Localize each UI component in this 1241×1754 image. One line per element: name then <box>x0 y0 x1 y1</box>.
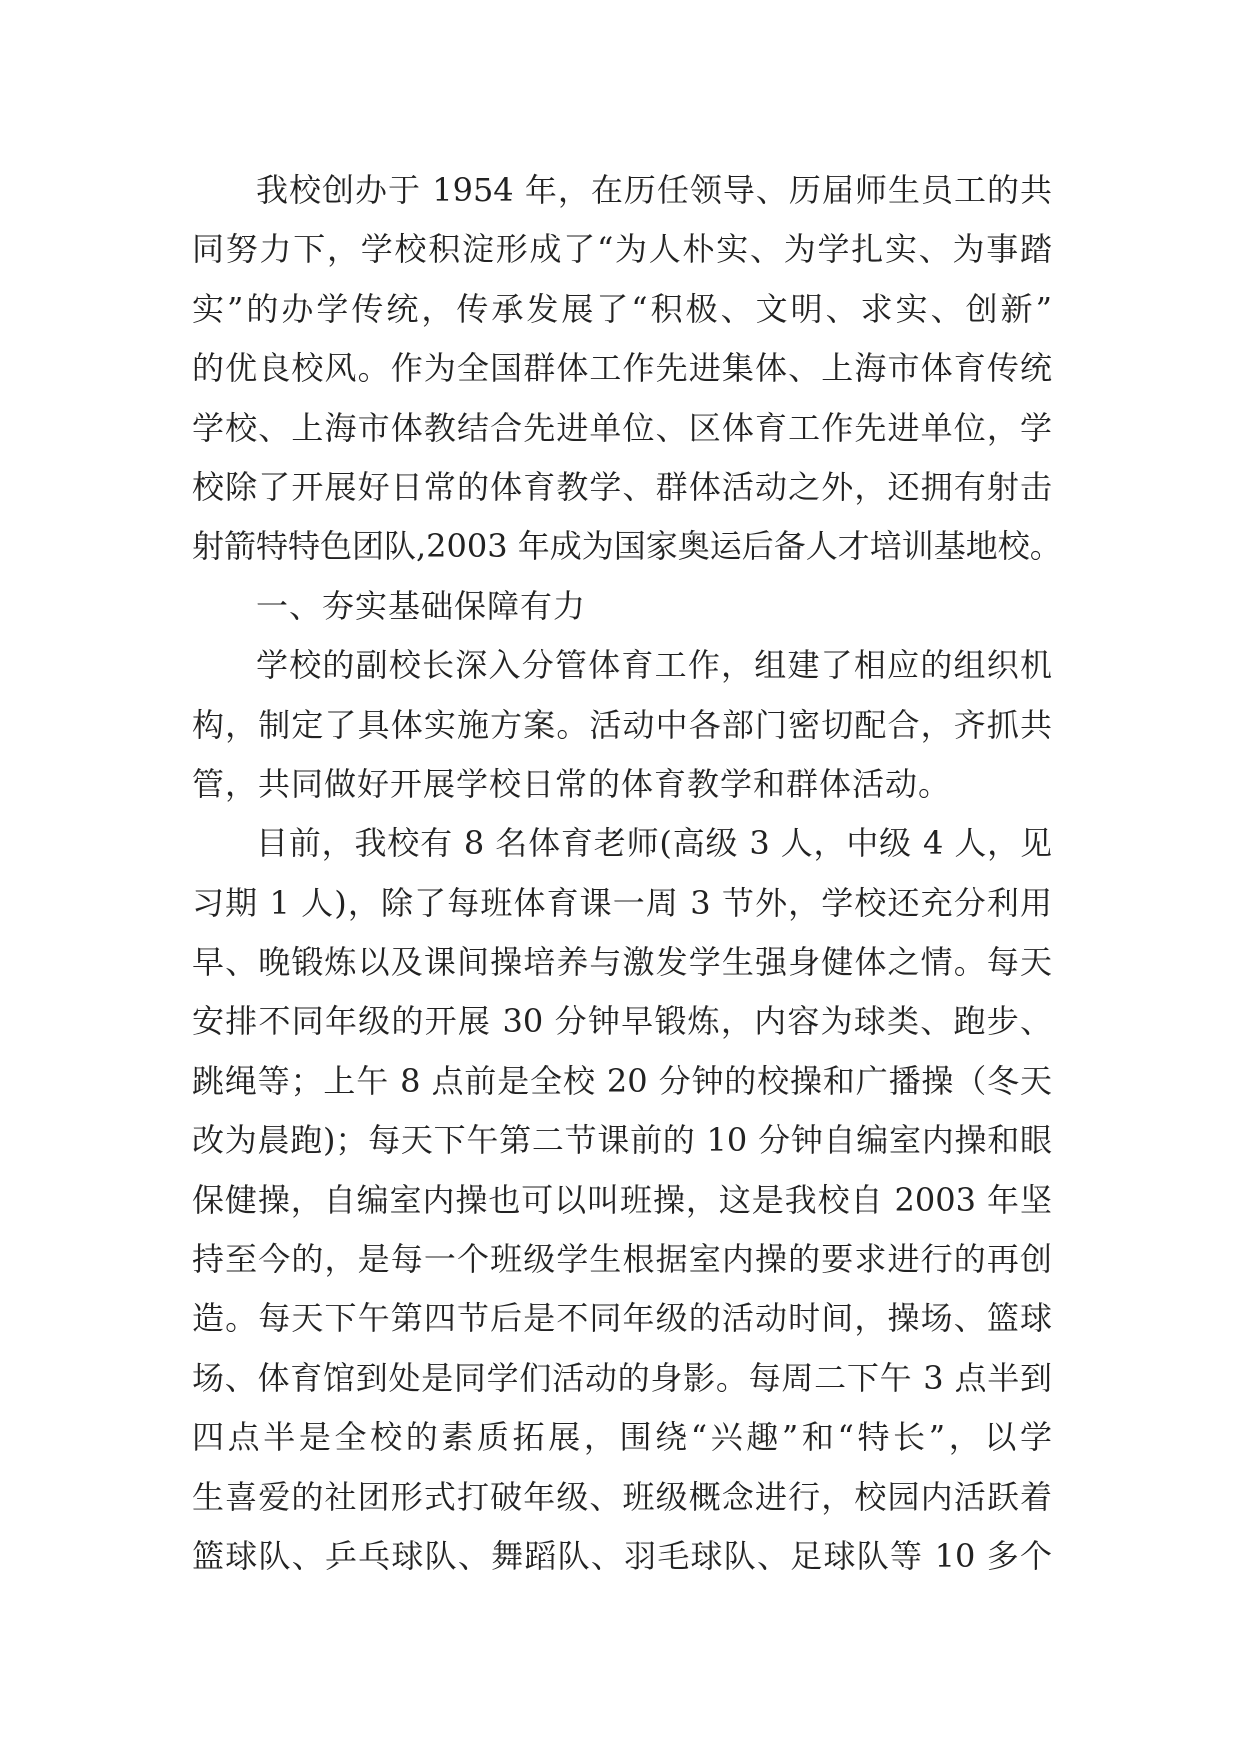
text-line: 习期 1 人)，除了每班体育课一周 3 节外，学校还充分利用 <box>192 883 1052 922</box>
text-line: 安排不同年级的开展 30 分钟早锻炼，内容为球类、跑步、 <box>192 1002 1052 1041</box>
text-line: 造。每天下午第四节后是不同年级的活动时间，操场、篮球 <box>192 1299 1052 1338</box>
text-line: 生喜爱的社团形式打破年级、班级概念进行，校园内活跃着 <box>192 1477 1052 1516</box>
text-line: 持至今的，是每一个班级学生根据室内操的要求进行的再创 <box>192 1240 1052 1279</box>
text-line: 的优良校风。作为全国群体工作先进集体、上海市体育传统 <box>192 349 1052 388</box>
section-heading: 一、夯实基础保障有力 <box>256 586 587 625</box>
text-line: 篮球队、乒乓球队、舞蹈队、羽毛球队、足球队等 10 多个 <box>192 1536 1052 1575</box>
text-line: 射箭特特色团队,2003 年成为国家奥运后备人才培训基地校。 <box>192 527 1062 566</box>
text-line: 学校、上海市体教结合先进单位、区体育工作先进单位，学 <box>192 408 1052 447</box>
body-text <box>192 161 1062 1586</box>
text-line: 跳绳等；上午 8 点前是全校 20 分钟的校操和广播操（冬天 <box>192 1061 1052 1100</box>
text-line: 目前，我校有 8 名体育老师(高级 3 人，中级 4 人，见 <box>256 824 1052 863</box>
text-line: 实”的办学传统，传承发展了“积极、文明、求实、创新” <box>192 289 1052 328</box>
text-line: 保健操，自编室内操也可以叫班操，这是我校自 2003 年坚 <box>192 1180 1052 1219</box>
text-line: 早、晚锻炼以及课间操培养与激发学生强身健体之情。每天 <box>192 943 1052 982</box>
text-line: 管，共同做好开展学校日常的体育教学和群体活动。 <box>192 764 952 803</box>
text-line: 构，制定了具体实施方案。活动中各部门密切配合，齐抓共 <box>192 705 1052 744</box>
text-line: 校除了开展好日常的体育教学、群体活动之外，还拥有射击 <box>192 467 1052 506</box>
text-line: 场、体育馆到处是同学们活动的身影。每周二下午 3 点半到 <box>192 1358 1052 1397</box>
text-line: 学校的副校长深入分管体育工作，组建了相应的组织机 <box>256 646 1052 685</box>
text-line: 改为晨跑)；每天下午第二节课前的 10 分钟自编室内操和眼 <box>192 1121 1052 1160</box>
text-line: 四点半是全校的素质拓展，围绕“兴趣”和“特长”，以学 <box>192 1418 1052 1457</box>
text-line: 同努力下，学校积淀形成了“为人朴实、为学扎实、为事踏 <box>192 230 1052 269</box>
text-line: 我校创办于 1954 年，在历任领导、历届师生员工的共 <box>256 171 1052 209</box>
